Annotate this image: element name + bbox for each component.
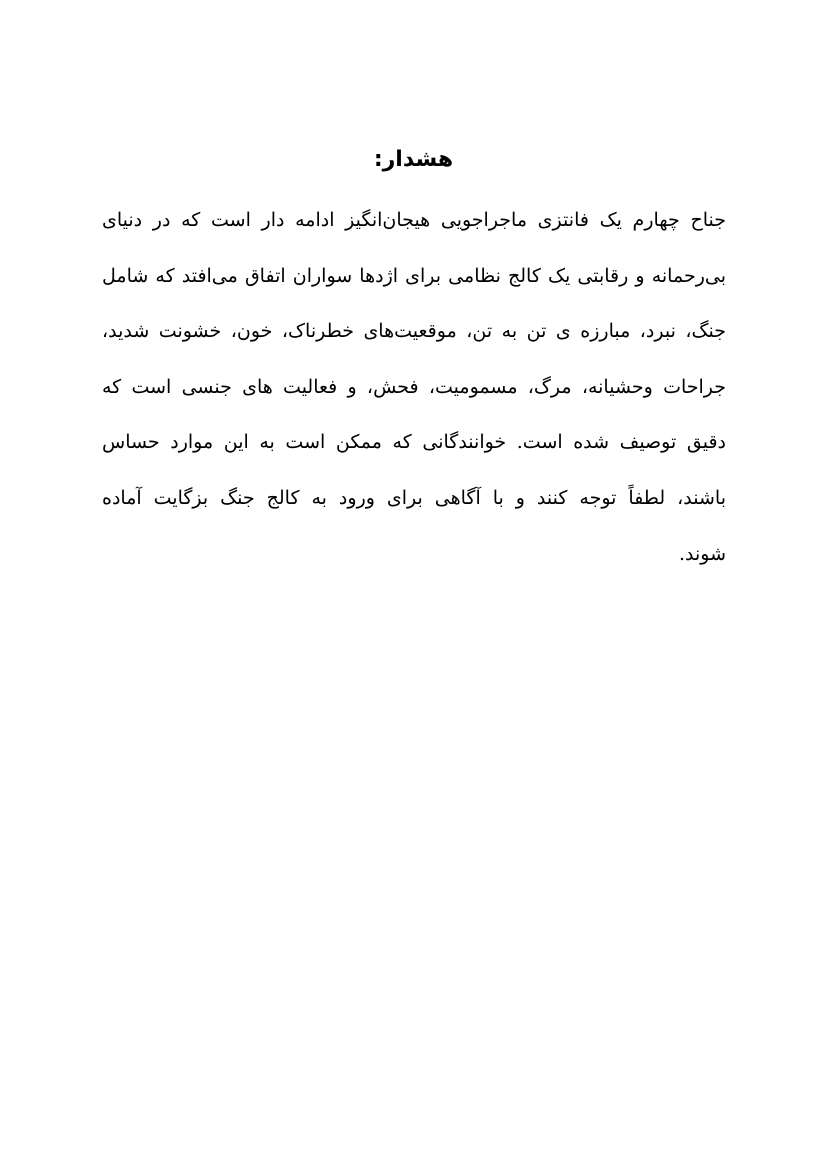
paragraph-line: بی‌رحمانه و رقابتی یک کالج نظامی برای اژدها سواران اتفاق می‌افتد که شامل: [102, 264, 726, 287]
paragraph-line: شوند.: [678, 542, 726, 565]
paragraph-line: باشند، لطفاً توجه کنند و با آگاهی برای ورود به کالج جنگ بزگایت آماده: [102, 486, 726, 509]
paragraph-line: جراحات وحشیانه، مرگ، مسمومیت، فحش، و فعالیت های جنسی است که: [102, 375, 726, 398]
warning-paragraph: [102, 198, 726, 587]
paragraph-line: دقیق توصیف شده است. خوانندگانی که ممکن است به این موارد حساس: [102, 431, 726, 454]
warning-title: هشدار:: [373, 147, 454, 172]
paragraph-line: جناح چهارم یک فانتزی ماجراجویی هیجان‌انگیز ادامه دار است که در دنیای: [102, 209, 726, 231]
paragraph-line: جنگ، نبرد، مبارزه ی تن به تن، موقعیت‌های خطرناک، خون، خشونت شدید،: [102, 320, 726, 343]
